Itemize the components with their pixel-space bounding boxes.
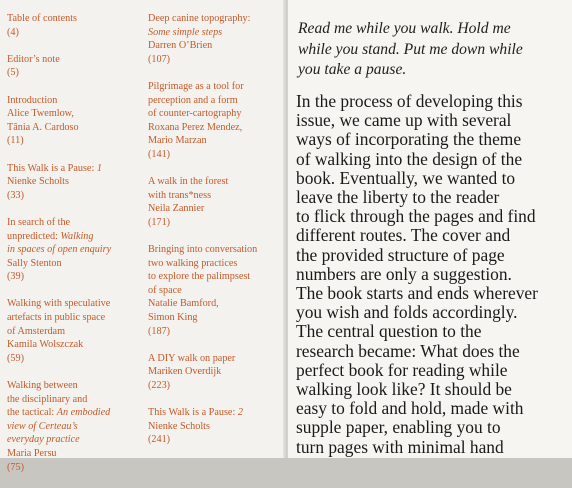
toc-text: Tânia A. Cardoso (7, 121, 79, 133)
toc-line (7, 162, 143, 176)
toc-line (148, 311, 282, 325)
toc-text: artefacts in public space (7, 312, 106, 324)
toc-column-2 (148, 12, 282, 461)
toc-text: This Walk is a Pause: (148, 407, 238, 419)
toc-line (7, 189, 143, 203)
toc-text: Kamila Wolszczak (7, 339, 84, 351)
toc-line (7, 447, 143, 461)
toc-line (148, 94, 282, 108)
toc-italic-text: 2 (237, 407, 243, 419)
toc-line (148, 420, 282, 434)
toc-line (7, 66, 143, 80)
body-line: perfect book for reading while (296, 359, 508, 380)
toc-text: (107) (148, 53, 171, 65)
intro-paragraph (298, 19, 570, 81)
body-line: issue, we came up with several (296, 110, 512, 131)
toc-text: Editor’s note (7, 53, 60, 65)
toc-text: Walking with speculative (7, 298, 111, 310)
toc-text: Mario Marzan (148, 135, 207, 147)
toc-line (7, 121, 143, 135)
toc-text: Pilgrimage as a tool for (148, 80, 244, 92)
toc-text: (223) (148, 380, 171, 392)
body-line: leave the liberty to the reader (296, 187, 500, 208)
toc-entry (7, 53, 143, 80)
toc-line (7, 325, 143, 339)
toc-text: (4) (7, 26, 19, 38)
toc-text: Roxana Perez Mendez, (148, 121, 243, 133)
toc-line (148, 297, 282, 311)
toc-text: Deep canine topography: (148, 13, 251, 24)
body-line: ways of incorporating the theme (296, 129, 522, 150)
toc-text: This Walk is a Pause: (7, 162, 97, 174)
toc-text: the tactical: (7, 407, 57, 419)
toc-line (7, 393, 143, 407)
toc-line (148, 325, 282, 339)
body-line: to flick through the pages and find (296, 206, 536, 227)
toc-line (148, 12, 282, 26)
toc-line (148, 148, 282, 162)
left-page (0, 0, 286, 473)
toc-text: Introduction (7, 94, 58, 106)
body-line: book. Eventually, we wanted to (296, 167, 516, 188)
toc-text: (59) (7, 352, 24, 364)
toc-entry (148, 175, 282, 229)
toc-line (7, 12, 143, 26)
toc-line (7, 270, 143, 284)
toc-line (148, 216, 282, 230)
toc-text: perception and a form (148, 94, 238, 106)
toc-text: (241) (148, 434, 171, 446)
toc-text: Neila Zannier (148, 203, 205, 215)
toc-text: (75) (7, 461, 24, 473)
toc-line (148, 284, 282, 298)
toc-line (148, 189, 282, 203)
toc-italic-text: view of Certeau’s (7, 420, 78, 432)
toc-line (7, 433, 143, 447)
toc-text: (11) (7, 135, 24, 147)
toc-line (7, 379, 143, 393)
toc-line (148, 257, 282, 271)
toc-italic-text: An embodied (56, 407, 111, 419)
toc-text: Alice Twemlow, (7, 108, 74, 120)
toc-line (7, 107, 143, 121)
right-page (288, 0, 572, 458)
toc-text: (5) (7, 67, 19, 79)
toc-line (148, 243, 282, 257)
toc-entry (7, 94, 143, 148)
toc-text: of Amsterdam (7, 325, 66, 337)
toc-text: Nienke Scholts (148, 420, 210, 432)
toc-line (7, 257, 143, 271)
toc-line (148, 26, 282, 40)
toc-line (148, 352, 282, 366)
toc-line (148, 107, 282, 121)
toc-text: Sally Stenton (7, 257, 62, 269)
toc-text: Maria Persu (7, 448, 57, 459)
toc-line (7, 94, 143, 108)
toc-text: (33) (7, 189, 24, 201)
toc-text: A DIY walk on paper (148, 352, 236, 364)
toc-text: of counter-cartography (148, 108, 242, 120)
toc-line (7, 311, 143, 325)
toc-text: with trans*ness (148, 189, 212, 201)
toc-entry (7, 379, 143, 474)
toc-line (148, 121, 282, 135)
toc-entry (148, 12, 282, 66)
toc-line (148, 202, 282, 216)
body-line: you wish and folds accordingly. (296, 302, 518, 323)
body-line: walking look like? It should be (296, 379, 512, 400)
toc-line (7, 352, 143, 366)
toc-column-1 (7, 12, 143, 488)
body-line: the provided structure of page (296, 244, 505, 265)
toc-entry (148, 352, 282, 393)
toc-line (148, 80, 282, 94)
toc-line (7, 216, 143, 230)
toc-text: Nienke Scholts (7, 176, 69, 188)
toc-text: (39) (7, 271, 24, 283)
toc-italic-text: in spaces of open enquiry (7, 244, 112, 256)
toc-line (7, 134, 143, 148)
toc-italic-text: Walking (60, 230, 94, 242)
toc-line (7, 230, 143, 244)
toc-entry (7, 216, 143, 284)
toc-text: Mariken Overdijk (148, 366, 222, 378)
toc-text: (171) (148, 216, 171, 228)
toc-text: Bringing into conversation (148, 244, 258, 256)
toc-text: Simon King (148, 312, 198, 324)
toc-line (7, 420, 143, 434)
toc-text: Table of contents (7, 13, 78, 24)
body-line: easy to fold and hold, made with (296, 398, 524, 419)
body-line: supple paper, enabling you to (296, 417, 501, 438)
toc-line (148, 379, 282, 393)
toc-line (7, 53, 143, 67)
toc-line (7, 26, 143, 40)
toc-line (148, 406, 282, 420)
toc-entry (148, 406, 282, 447)
body-line: turn pages with minimal hand (296, 436, 504, 457)
toc-text: unpredicted: (7, 230, 61, 242)
toc-line (148, 134, 282, 148)
toc-entry (148, 80, 282, 162)
body-line: research became: What does the (296, 340, 520, 361)
toc-line (148, 270, 282, 284)
toc-text: of space (148, 284, 182, 296)
body-line: The book starts and ends wherever (296, 283, 538, 304)
toc-text: Natalie Bamford, (148, 298, 219, 310)
toc-italic-text: everyday practice (7, 434, 80, 446)
toc-line (7, 243, 143, 257)
toc-text: In search of the (7, 216, 71, 228)
toc-line (7, 406, 143, 420)
toc-text: the disciplinary and (7, 393, 88, 405)
body-line: different routes. The cover and (296, 225, 511, 246)
toc-text: Darren O’Brien (148, 40, 213, 52)
body-line: The central question to the (296, 321, 482, 342)
toc-italic-text: Some simple steps (148, 26, 223, 38)
toc-line (7, 297, 143, 311)
toc-text: (187) (148, 325, 171, 337)
toc-line (7, 461, 143, 475)
toc-italic-text: 1 (96, 162, 102, 174)
intro-line: Read me while you walk. Hold me (298, 20, 511, 37)
toc-text: Walking between (7, 380, 78, 392)
intro-line: you take a pause. (298, 61, 407, 78)
toc-line (148, 53, 282, 67)
toc-entry (7, 297, 143, 365)
toc-entry (148, 243, 282, 338)
body-paragraph (296, 92, 570, 457)
toc-line (148, 365, 282, 379)
toc-entry (7, 162, 143, 203)
toc-entry (7, 12, 143, 39)
toc-line (148, 175, 282, 189)
body-line: In the process of developing this (296, 91, 523, 111)
toc-line (7, 175, 143, 189)
toc-text: to explore the palimpsest (148, 271, 251, 283)
body-line: of walking into the design of the (296, 148, 523, 169)
body-line: numbers are only a suggestion. (296, 263, 512, 284)
toc-line (148, 433, 282, 447)
toc-text: two walking practices (148, 257, 238, 269)
toc-text: A walk in the forest (148, 176, 229, 188)
toc-text: (141) (148, 148, 171, 160)
toc-line (7, 338, 143, 352)
intro-line: while you stand. Put me down while (298, 40, 523, 58)
toc-line (148, 39, 282, 53)
